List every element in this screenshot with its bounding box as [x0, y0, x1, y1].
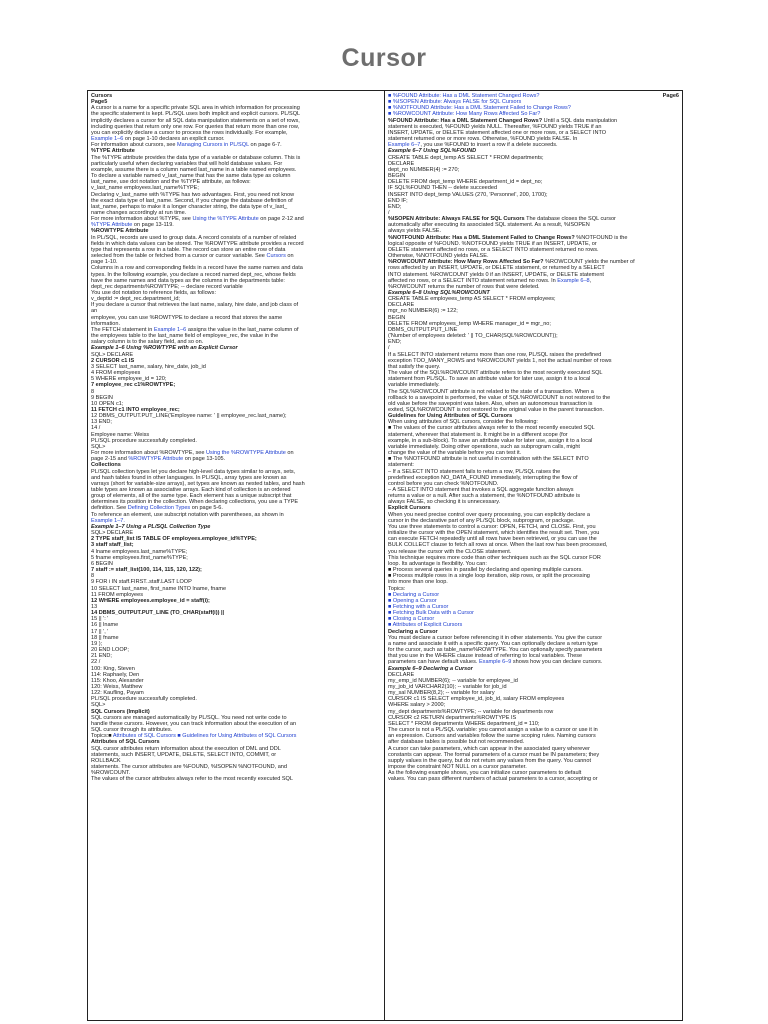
left-text-line: name changes accordingly at run time. — [91, 209, 187, 216]
right-text-line: initialize the cursor with the OPEN statement, which identifies the result set. Then, you — [388, 530, 600, 537]
right-text-line: variable immediately. Doing other operations, such as subprogram calls, might — [388, 443, 580, 450]
left-text-line: If you declare a cursor that retrieves the last name, salary, hire date, and job class of — [91, 302, 299, 309]
doc-link[interactable]: %ROWTYPE Attribute — [128, 456, 184, 463]
right-text-line: a name and associate it with a specific query. You can optionally declare a return type — [388, 640, 598, 647]
left-text-line: PL/SQL procedure successfully completed. — [91, 696, 197, 703]
right-text-line: my_job_id VARCHAR2(10); -- variable for job_id — [388, 684, 507, 690]
right-text-line: statement, wherever that statement is. It might be in a different scope (for — [388, 431, 568, 438]
left-text-line: last_name, perhaps to make it a longer character string, the data type of v_last_ — [91, 203, 288, 210]
left-text-line: fields in which data values can be stored. The %ROWTYPE attribute provides a record — [91, 240, 304, 247]
doc-link[interactable]: Defining Collection Types — [127, 505, 191, 512]
left-text-line: employee, you can use %ROWTYPE to declare a record that stores the same — [91, 314, 283, 321]
right-text-line: When using attributes of SQL cursors, consider the following: — [388, 419, 538, 426]
left-text-line: To declare a variable named v_last_name that has the same data type as column — [91, 173, 291, 180]
right-text-line: DELETE statement affected no rows, or a SELECT INTO statement returned no rows. — [388, 246, 599, 253]
page-title: Cursor — [341, 44, 427, 72]
right-text-line: logical opposite of %FOUND. %NOTFOUND yields TRUE if an INSERT, UPDATE, or — [388, 240, 597, 247]
right-text-line: END IF; — [388, 197, 408, 204]
left-text-line: Employee name: Weiss — [91, 431, 150, 438]
right-text-line: DECLARE — [388, 302, 415, 309]
left-text-line: including queries that return only one row. For queries that return more than one row, — [91, 123, 300, 130]
right-text-line: – If a SELECT INTO statement fails to return a row, PL/SQL raises the — [388, 468, 561, 475]
right-text-line: You must declare a cursor before referencing it in other statements. You give the cursor — [388, 634, 603, 641]
doc-link[interactable]: Cursors — [266, 253, 286, 260]
left-text-line: 8 — [91, 388, 95, 395]
right-text-line: you release the cursor with the CLOSE statement. — [388, 548, 512, 555]
left-text-line: 4 FROM employees — [91, 370, 141, 377]
right-text-line: Explicit Cursors — [388, 505, 431, 512]
doc-link[interactable]: ■ Attributes of Explicit Cursors — [388, 622, 463, 629]
left-text-line: group of elements, all of the same type. Each element has a unique subscript that — [91, 493, 292, 500]
left-text-line: %ROWTYPE Attribute — [91, 228, 149, 235]
left-text-line: implicitly declares a cursor for all SQL data manipulation statements on a set of rows, — [91, 117, 300, 124]
right-text-line: WHERE salary > 2000; — [388, 702, 446, 709]
left-text-line: 10 OPEN c1; — [91, 400, 124, 407]
left-text-line: For more information about %ROWTYPE, see Using the %ROWTYPE Attribute on — [91, 450, 294, 457]
left-text-line: A cursor is a name for a specific private SQL area in which information for processing — [91, 105, 300, 112]
right-text-line: DELETE FROM employees_temp WHERE manager_id = mgr_no; — [388, 320, 551, 327]
left-text-line: 14 DBMS_OUTPUT.PUT_LINE (TO_CHAR(staff(i)) || — [91, 610, 225, 617]
right-text-line: exception TOO_MANY_ROWS and %ROWCOUNT yields 1, not the actual number of rows — [388, 357, 612, 364]
right-text-line: IF SQL%FOUND THEN -- delete succeeded — [388, 185, 498, 192]
left-text-line: In PL/SQL, records are used to group data. A record consists of a number of related — [91, 234, 297, 241]
doc-link[interactable]: ■ %NOTFOUND Attribute: Has a DML Statement Failed to Change Rows? — [388, 105, 571, 112]
doc-link[interactable]: Using the %TYPE Attribute — [192, 216, 259, 223]
right-text-line: that satisfy the query. — [388, 363, 441, 370]
left-text-line: 9 BEGIN — [91, 394, 113, 401]
doc-link[interactable]: ■ %ISOPEN Attribute: Always FALSE for SQL Cursors — [388, 99, 522, 106]
doc-link[interactable]: Example 6–9 — [478, 659, 512, 666]
left-text-line: Topics:■ Attributes of SQL Cursors ■ Guidelines for Using Attributes of SQL Cursors — [91, 733, 297, 740]
right-text-line: CURSOR c1 IS SELECT employee_id, job_id, salary FROM employees — [388, 696, 565, 703]
left-text-line: selected from the table or fetched from a cursor or cursor variable. See Cursors on — [91, 253, 294, 260]
left-text-line: 114: Raphaely, Den — [91, 671, 140, 678]
doc-link[interactable]: Example 1–6 — [153, 326, 187, 333]
left-text-line: types. In the following example, you declare a record named dept_rec, whose fields — [91, 271, 296, 278]
right-text-line: returns a value or a null. After such a statement, the %NOTFOUND attribute is — [388, 493, 581, 500]
right-text-line: after database tables is possible but not recommended. — [388, 739, 525, 746]
right-text-line: INTO statement. %ROWCOUNT yields 0 if an INSERT, UPDATE, or DELETE statement — [388, 271, 604, 278]
right-text-line: statement from PL/SQL. To save an attribute value for later use, assign it to a local — [388, 376, 591, 383]
right-text-line: Example 6–8 Using SQL%ROWCOUNT — [388, 290, 490, 296]
left-text-line: Attributes of SQL Cursors — [91, 739, 160, 746]
left-text-line: 7 staff := staff_list(100, 114, 115, 120, 122); — [91, 567, 202, 574]
doc-link[interactable]: Managing Cursors in PL/SQL — [177, 142, 249, 149]
right-text-line: As the following example shows, you can initialize cursor parameters to default — [388, 770, 582, 777]
left-text-line: PL/SQL procedure successfully completed. — [91, 437, 197, 444]
left-text-line: 6 BEGIN — [91, 560, 113, 567]
doc-link[interactable]: Example 1–7. — [91, 517, 125, 524]
right-text-line: old value before the savepoint was taken. Also, when an autonomous transaction is — [388, 400, 593, 407]
left-text-line: 120: Weiss, Matthew — [91, 684, 143, 690]
left-text-line: varrays (short for variable-size arrays), set types are known as nested tables, and hash — [91, 480, 305, 487]
left-text-line: handle these cursors. However, you can track information about the execution of an — [91, 720, 297, 727]
right-text-line: rollback to a savepoint is performed, the value of SQL%ROWCOUNT is not restored to the — [388, 394, 611, 401]
doc-link[interactable]: ■ Declaring a Cursor — [388, 591, 440, 598]
right-text-line: statement: — [388, 462, 414, 469]
right-text-line: parameters can have default values. Example 6–9 shows how you can declare cursors. — [388, 659, 603, 666]
left-text-line: Declaring v_last_name with %TYPE has two advantages. First, you need not know — [91, 191, 295, 198]
left-text-line: 21 END; — [91, 653, 112, 660]
doc-link[interactable]: ■ Closing a Cursor — [388, 616, 435, 623]
right-text-line: INSERT INTO dept_temp VALUES (270, 'Personnel', 200, 1700); — [388, 191, 548, 198]
right-text-line: constants can appear. The formal parameters of a cursor must be IN parameters; they — [388, 751, 600, 758]
left-text-line: you can explicitly declare a cursor to process the rows individually. For example, — [91, 129, 288, 136]
left-text-line: Example 1–6 Using %ROWTYPE with an Explicit Cursor — [91, 345, 238, 352]
left-text-line: salary column is to the salary field, and so on. — [91, 339, 204, 346]
doc-link[interactable]: %TYPE Attribute — [91, 222, 133, 229]
right-text-line: ('Number of employees deleted: ' || TO_CHAR(SQL%ROWCOUNT)); — [388, 333, 558, 340]
left-text-line: 5 WHERE employee_id = 120; — [91, 376, 167, 383]
left-text-line: particularly useful when declaring variables that will hold database values. For — [91, 160, 283, 167]
right-text-line: END; — [388, 339, 402, 346]
right-text-line: BEGIN — [388, 314, 406, 321]
right-text-line: statement is executed, %FOUND yields NULL. Thereafter, %FOUND yields TRUE if an — [388, 123, 602, 130]
doc-link[interactable]: Attributes of SQL Cursors ■ Guidelines for Using Attributes of SQL Cursors — [112, 733, 297, 740]
right-text-line: END; — [388, 203, 402, 210]
right-text-line: exited, SQL%ROWCOUNT is not restored to the original value in the parent transaction. — [388, 406, 605, 413]
right-text-line: Example 6–9 Declaring a Cursor — [388, 665, 473, 672]
left-text-line: and hash tables found in other languages. In PL/SQL, array types are known as — [91, 474, 287, 481]
left-text-line: 9 FOR i IN staff.FIRST..staff.LAST LOOP — [91, 579, 192, 586]
left-text-line: 10 SELECT last_name, first_name INTO lname, fname — [91, 585, 227, 592]
right-text-line: my_sal NUMBER(8,2); -- variable for salary — [388, 690, 495, 697]
left-text-line: SQL> — [91, 443, 106, 450]
right-text-line: SELECT * FROM departments WHERE department_id = 110; — [388, 720, 540, 727]
right-text-line: impose the constraint NOT NULL on a cursor parameter. — [388, 764, 527, 771]
right-text-line: cursor in the declarative part of any PL/SQL block, subprogram, or package. — [388, 517, 575, 524]
right-text-line: ■ The values of the cursor attributes always refer to the most recently executed SQL — [388, 425, 595, 432]
left-text-line: 13 END; — [91, 419, 112, 426]
left-column — [88, 91, 385, 1020]
left-text-line: statements. The cursor attributes are %FOUND, %ISOPEN %NOTFOUND, and — [91, 764, 287, 771]
right-text-line: my_dept departments%ROWTYPE; -- variable for departments row — [388, 708, 554, 715]
left-text-line: For information about cursors, see Managing Cursors in PL/SQL on page 6-7. — [91, 142, 282, 149]
left-text-line: the specific statement is kept. PL/SQL uses both implicit and explicit cursors. PL/SQL — [91, 111, 301, 118]
right-text-line: CREATE TABLE employees_temp AS SELECT * FROM employees; — [388, 296, 556, 303]
right-text-line: Declaring a Cursor — [388, 628, 438, 635]
left-text-line: For more information about %TYPE, see Using the %TYPE Attribute on page 2-12 and — [91, 216, 304, 223]
left-text-line: ROLLBACK — [91, 757, 121, 764]
right-text-line: predefined exception NO_DATA_FOUND immediately, interrupting the flow of — [388, 474, 578, 481]
right-text-line: statement returned one or more rows. Otherwise, %FOUND yields FALSE. In — [388, 136, 578, 143]
left-text-line: 16 || lname — [91, 622, 119, 629]
left-text-line: SQL cursors are managed automatically by PL/SQL. You need not write code to — [91, 714, 287, 721]
right-text-line: When you need precise control over query processing, you can explicitly declare a — [388, 511, 590, 518]
right-text-line: affected no rows, or a SELECT INTO statement returned no rows. In Example 6–8, — [388, 277, 592, 284]
right-text-line: Topics: — [388, 585, 406, 592]
right-text-line: CREATE TABLE dept_temp AS SELECT * FROM departments; — [388, 154, 544, 161]
left-text-line: SQL> — [91, 702, 106, 709]
doc-link[interactable]: ■ Fetching Bulk Data with a Cursor — [388, 610, 474, 617]
doc-link[interactable]: Using the %ROWTYPE Attribute — [205, 450, 286, 457]
right-text-line: example, in a sub-block). To save an attribute value for later use, assign it to a local — [388, 437, 593, 444]
right-text-line: loop. Its advantage is flexibility. You can: — [388, 560, 487, 567]
right-text-line: %ISOPEN Attribute: Always FALSE for SQL Cursors The database closes the SQL cursor — [388, 216, 616, 223]
left-text-line: table types are known as associative arrays. Each kind of collection is an ordered — [91, 487, 291, 493]
left-text-line: %TYPE Attribute — [91, 148, 135, 155]
right-text-line: automatically after executing its associated SQL statement. As a result, %ISOPEN — [388, 222, 590, 229]
right-text-line: rows affected by an INSERT, UPDATE, or DELETE statement, or returned by a SELECT — [388, 265, 605, 272]
right-text-line: Guidelines for Using Attributes of SQL Cursors — [388, 413, 513, 420]
right-text-line: BULK COLLECT clause to fetch all rows at once. When the last row has been processed, — [388, 542, 608, 549]
right-text-line: This technique requires more code than other techniques such as the SQL cursor FOR — [388, 554, 601, 561]
left-text-line: Example 1–6 on page 1-10 declares an explicit cursor. — [91, 136, 225, 143]
right-text-line: DECLARE — [388, 671, 415, 678]
page-number: Page6 — [662, 93, 679, 99]
left-text-line: The FETCH statement in Example 1–6 assigns the value in the last_name column of — [91, 326, 299, 333]
right-text-line: Example 6–7 Using SQL%FOUND — [388, 148, 477, 155]
right-text-line: control before you can check %NOTFOUND. — [388, 480, 499, 487]
left-text-line: 5 fname employees.first_name%TYPE; — [91, 554, 188, 561]
right-text-line: always yields FALSE. — [388, 228, 442, 235]
left-text-line: The values of the cursor attributes always refer to the most recently executed SQL — [91, 776, 293, 783]
left-text-line: SQL> DECLARE — [91, 351, 134, 358]
right-text-line: into more than one loop. — [388, 579, 448, 586]
right-text-line: CURSOR c2 RETURN departments%ROWTYPE IS — [388, 714, 517, 721]
left-text-line: The %TYPE attribute provides the data type of a variable or database column. This is — [91, 154, 301, 161]
left-text-line: 17 || ', ' — [91, 628, 109, 635]
left-text-line: v_deptid := dept_rec.department_id; — [91, 296, 180, 303]
right-text-line: %NOTFOUND Attribute: Has a DML Statement Failed to Change Rows? %NOTFOUND is the — [388, 234, 628, 241]
left-text-line: 3 SELECT last_name, salary, hire_date, job_id — [91, 363, 206, 370]
left-text-line: 122: Kaufling, Payam — [91, 690, 144, 697]
left-text-line: %ROWCOUNT. — [91, 770, 131, 777]
left-text-line: 12 WHERE employees.employee_id = staff(i); — [91, 597, 210, 604]
left-text-line: PL/SQL collection types let you declare high-level data types similar to arrays, sets, — [91, 468, 296, 475]
left-text-line: Collections — [91, 462, 121, 469]
left-text-line: 3 staff staff_list; — [91, 542, 134, 549]
left-text-line: 20 END LOOP; — [91, 647, 129, 654]
right-text-line: The SQL%ROWCOUNT attribute is not related to the state of a transaction. When a — [388, 388, 594, 395]
right-text-line: Otherwise, %NOTFOUND yields FALSE. — [388, 253, 489, 260]
left-text-line: 7 employee_rec c1%ROWTYPE; — [91, 382, 176, 389]
doc-link: staff(i) — [200, 610, 218, 617]
right-text-line: for the cursor, such as table_name%ROWTYPE. You can optionally specify parameters — [388, 647, 603, 654]
right-text-line: You use three statements to control a cursor: OPEN, FETCH, and CLOSE. First, you — [388, 523, 596, 530]
right-text-line: The cursor is not a PL/SQL variable: you cannot assign a value to a cursor or use it in — [388, 727, 598, 734]
right-text-line: Example 6–7, you use %FOUND to insert a row if a delete succeeds. — [388, 142, 558, 149]
left-text-line: 100: King, Steven — [91, 665, 135, 672]
left-text-line: page 1-10. — [91, 259, 118, 266]
right-text-line: %ROWCOUNT Attribute: How Many Rows Affected So Far? %ROWCOUNT yields the number of — [388, 259, 635, 266]
right-text-line: change the value of the variable before you can test it. — [388, 450, 522, 457]
left-text-line: 12 DBMS_OUTPUT.PUT_LINE('Employee name: ' || employee_rec.last_name); — [91, 413, 287, 420]
left-text-line: type that represents a row in a table. The record can store an entire row of data — [91, 246, 286, 253]
right-text-line: ■ Process several queries in parallel by declaring and opening multiple cursors. — [388, 567, 583, 574]
left-text-line: statements, such INSERT, UPDATE, DELETE, SELECT INTO, COMMIT, or — [91, 751, 277, 758]
right-column — [385, 91, 682, 1020]
left-text-line: Example 1–7 Using a PL/SQL Collection Type — [91, 523, 211, 530]
left-text-line: determines its position in the collection. When declaring collections, you use a TYPE — [91, 499, 299, 506]
right-text-line: my_emp_id NUMBER(6); -- variable for employee_id — [388, 677, 518, 684]
doc-link: staff(i) — [191, 597, 208, 604]
left-text-line: 2 TYPE staff_list IS TABLE OF employees.employee_id%TYPE; — [91, 536, 257, 543]
right-text-line: BEGIN — [388, 173, 406, 180]
left-text-line: v_last_name employees.last_name%TYPE; — [91, 185, 199, 192]
left-text-line: SQL> DECLARE — [91, 530, 134, 537]
right-text-line: / — [388, 209, 390, 216]
doc-link[interactable]: Example 6–7 — [388, 142, 421, 149]
left-text-line: Cursors — [91, 93, 113, 99]
left-text-line: %TYPE Attribute on page 13-119. — [91, 222, 174, 229]
left-text-line: example, assume there is a column named last_name in a table named employees. — [91, 166, 297, 173]
right-text-line: an expression. Cursors and variables follow the same scoping rules. Naming cursors — [388, 733, 596, 740]
left-text-line: You use dot notation to reference fields, as follows: — [91, 290, 216, 296]
left-text-line: 11 FROM employees — [91, 591, 143, 598]
right-text-line: DBMS_OUTPUT.PUT_LINE — [388, 326, 458, 333]
right-text-line: dept_no NUMBER(4) := 270; — [388, 166, 460, 173]
left-text-line: 19 ); — [91, 640, 103, 647]
right-text-line: INSERT, UPDATE, or DELETE statement affected one or more rows, or a SELECT INTO — [388, 129, 607, 136]
left-text-line: 115: Khoo, Alexander — [91, 677, 144, 684]
right-text-line: can execute FETCH repeatedly until all rows have been retrieved, or you can use the — [388, 536, 597, 543]
right-text-line: supply values in the query, but do not return any values from the query. You cannot — [388, 757, 591, 764]
left-text-line: last_name, use dot notation and the %TYPE attribute, as follows: — [91, 179, 251, 186]
left-text-line: 4 lname employees.last_name%TYPE; — [91, 548, 188, 555]
left-text-line: 15 || ': ' — [91, 616, 109, 623]
right-text-line: DECLARE — [388, 160, 415, 167]
right-text-line: / — [388, 345, 390, 352]
right-text-line: that you use in the WHERE clause instead of referring to local variables. These — [388, 653, 583, 660]
left-text-line: an — [91, 308, 98, 315]
left-text-line: To reference an element, use subscript notation with parentheses, as shown in — [91, 511, 284, 518]
left-text-line: 14 / — [91, 425, 101, 432]
left-text-line: 2 CURSOR c1 IS — [91, 357, 135, 364]
doc-link[interactable]: ■ Opening a Cursor — [388, 597, 437, 604]
right-text-line: variable immediately. — [388, 382, 440, 389]
right-text-line: always FALSE, so checking it is unnecessary. — [388, 499, 501, 506]
right-text-line: %FOUND Attribute: Has a DML Statement Changed Rows? Until a SQL data manipulation — [388, 117, 618, 124]
doc-link[interactable]: Example 1–6 — [91, 136, 124, 143]
left-text-line: the exact data type of last_name. Second, if you change the database definition of — [91, 197, 293, 204]
left-text-line: dept_rec departments%ROWTYPE; -- declare record variable — [91, 283, 243, 290]
left-text-line: have the same names and data types as the columns in the departments table: — [91, 277, 285, 284]
doc-link[interactable]: ■ %FOUND Attribute: Has a DML Statement Changed Rows? — [388, 93, 540, 99]
right-text-line: %ROWCOUNT returns the number of rows that were deleted. — [388, 283, 540, 290]
left-text-line: definition. See Defining Collection Types on page 5-6. — [91, 505, 223, 512]
left-text-line: Columns in a row and corresponding fields in a record have the same names and data — [91, 265, 303, 272]
left-text-line: 18 || fname — [91, 634, 119, 641]
right-text-line: DELETE FROM dept_temp WHERE department_id = dept_no; — [388, 179, 543, 186]
left-text-line: the employees table to the last_name field of employee_rec, the value in the — [91, 333, 279, 340]
left-text-line: 13 — [91, 603, 98, 610]
doc-link[interactable]: ■ Fetching with a Cursor — [388, 603, 449, 610]
left-text-line: 11 FETCH c1 INTO employee_rec; — [91, 406, 180, 413]
left-text-line: page 2-15 and %ROWTYPE Attribute on page 13-105. — [91, 456, 226, 463]
left-text-line: 22 / — [91, 659, 101, 666]
document-sheet — [87, 90, 683, 1021]
right-text-line: ■ The %NOTFOUND attribute is not useful in combination with the SELECT INTO — [388, 456, 589, 463]
doc-link[interactable]: Example 6–8 — [557, 277, 590, 284]
doc-link[interactable]: ■ %ROWCOUNT Attribute: How Many Rows Affected So Far? — [388, 111, 541, 118]
right-text-line: If a SELECT INTO statement returns more than one row, PL/SQL raises the predefined — [388, 351, 602, 358]
right-text-line: – A SELECT INTO statement that invokes a SQL aggregate function always — [388, 487, 574, 493]
right-text-line: ■ Process multiple rows in a single loop iteration, skip rows, or split the processing — [388, 573, 590, 580]
right-text-line: values. You can pass different numbers of actual parameters to a cursor, accepting or — [388, 776, 598, 783]
left-text-line: 8 — [91, 573, 95, 580]
right-text-line: The value of the SQL%ROWCOUNT attribute refers to the most recently executed SQL — [388, 370, 603, 377]
left-text-line: Page5 — [91, 99, 108, 106]
left-text-line: SQL cursor through its attributes. — [91, 727, 173, 734]
left-text-line: information. — [91, 320, 120, 327]
left-text-line: SQL cursor attributes return information about the execution of DML and DDL — [91, 745, 281, 752]
right-text-line: A cursor can take parameters, which can appear in the associated query wherever — [388, 745, 590, 752]
left-text-line: SQL Cursors (Implicit) — [91, 708, 150, 715]
right-text-line: mgr_no NUMBER(6) := 122; — [388, 308, 458, 315]
